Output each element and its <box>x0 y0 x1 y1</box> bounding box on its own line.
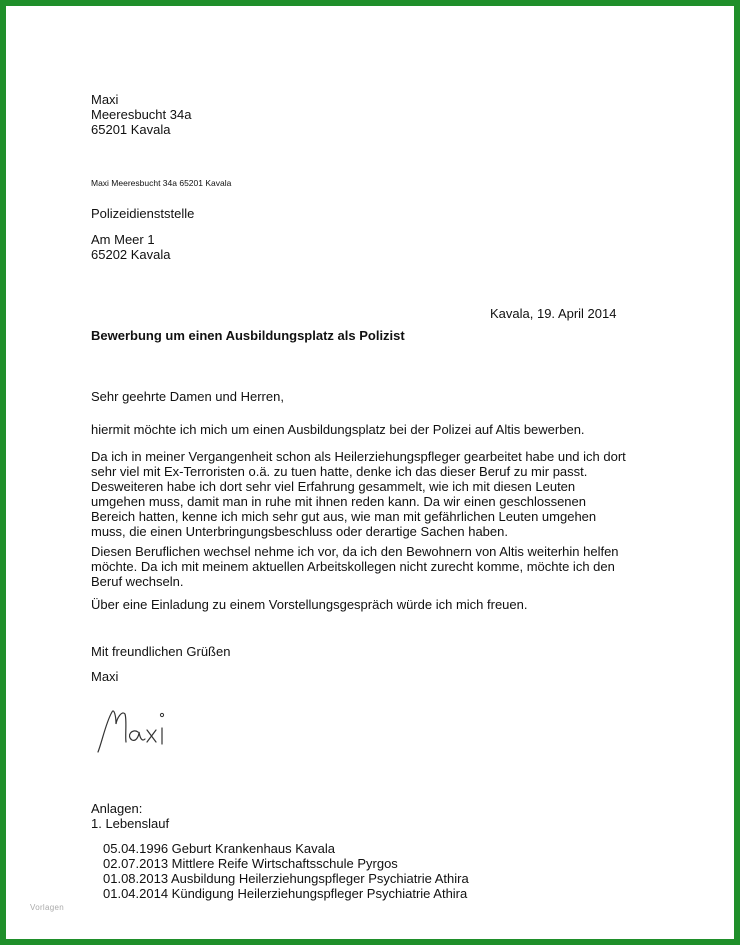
paragraph-2 <box>91 449 651 539</box>
paragraph-line: möchte. Da ich mit meinem aktuellen Arbeitskollegen nicht zurecht komme, möchte ich den <box>91 559 615 574</box>
sender-address <box>91 92 191 137</box>
cv-entry: 02.07.2013 Mittlere Reife Wirtschaftsschule Pyrgos <box>103 856 398 871</box>
handwritten-signature <box>92 702 182 760</box>
paragraph-line: muss, die einen Unterbringungsbeschluss oder derartige Sachen haben. <box>91 524 508 539</box>
attachments-item: 1. Lebenslauf <box>91 816 170 831</box>
paragraph-3 <box>91 544 651 589</box>
paragraph-line: sehr viel mit Ex-Terroristen o.ä. zu tuen hatte, denke ich das dieser Beruf zu mir passt. <box>91 464 588 479</box>
paragraph-line: Desweiteren habe ich dort sehr viel Erfahrung gesammelt, wie ich mit diesen Leuten <box>91 479 576 494</box>
closing-name: Maxi <box>91 669 119 684</box>
paragraph-line: Beruf wechseln. <box>91 574 184 589</box>
salutation: Sehr geehrte Damen und Herren, <box>91 389 284 404</box>
paragraph-line: Diesen Beruflichen wechsel nehme ich vor, da ich den Bewohnern von Altis weiterhin helfen <box>91 544 619 559</box>
cv-entries <box>103 841 469 901</box>
recipient-city: 65202 Kavala <box>91 247 171 262</box>
paragraph-line: hiermit möchte ich mich um einen Ausbildungsplatz bei der Polizei auf Altis bewerben. <box>91 422 585 437</box>
sender-name: Maxi <box>91 92 119 107</box>
recipient-address <box>91 232 171 262</box>
watermark: Vorlagen <box>30 903 64 912</box>
subject-line: Bewerbung um einen Ausbildungsplatz als Polizist <box>91 328 405 343</box>
sender-city: 65201 Kavala <box>91 122 171 137</box>
recipient-name: Polizeidienststelle <box>91 206 195 221</box>
paragraph-4 <box>91 597 527 612</box>
paragraph-line: Da ich in meiner Vergangenheit schon als Heilerziehungspfleger gearbeitet habe und ich dort <box>91 449 626 464</box>
attachments-title: Anlagen: <box>91 801 143 816</box>
return-address-line: Maxi Meeresbucht 34a 65201 Kavala <box>91 178 232 188</box>
cv-entry: 01.08.2013 Ausbildung Heilerziehungspfleger Psychiatrie Athira <box>103 871 469 886</box>
date-line: Kavala, 19. April 2014 <box>490 306 617 321</box>
paragraph-1 <box>91 422 585 437</box>
letter-page <box>6 6 734 939</box>
paragraph-line: Bereich hatten, kenne ich mich sehr gut aus, wie man mit gefährlichen Leuten umgehen <box>91 509 597 524</box>
attachments <box>91 801 169 831</box>
cv-entry: 01.04.2014 Kündigung Heilerziehungspfleger Psychiatrie Athira <box>103 886 468 901</box>
cv-entry: 05.04.1996 Geburt Krankenhaus Kavala <box>103 841 336 856</box>
recipient-street: Am Meer 1 <box>91 232 155 247</box>
closing-phrase: Mit freundlichen Grüßen <box>91 644 231 659</box>
paragraph-line: umgehen muss, damit man in ruhe mit ihnen reden kann. Da wir einen geschlossenen <box>91 494 586 509</box>
sender-street: Meeresbucht 34a <box>91 107 192 122</box>
paragraph-line: Über eine Einladung zu einem Vorstellungsgespräch würde ich mich freuen. <box>91 597 528 612</box>
